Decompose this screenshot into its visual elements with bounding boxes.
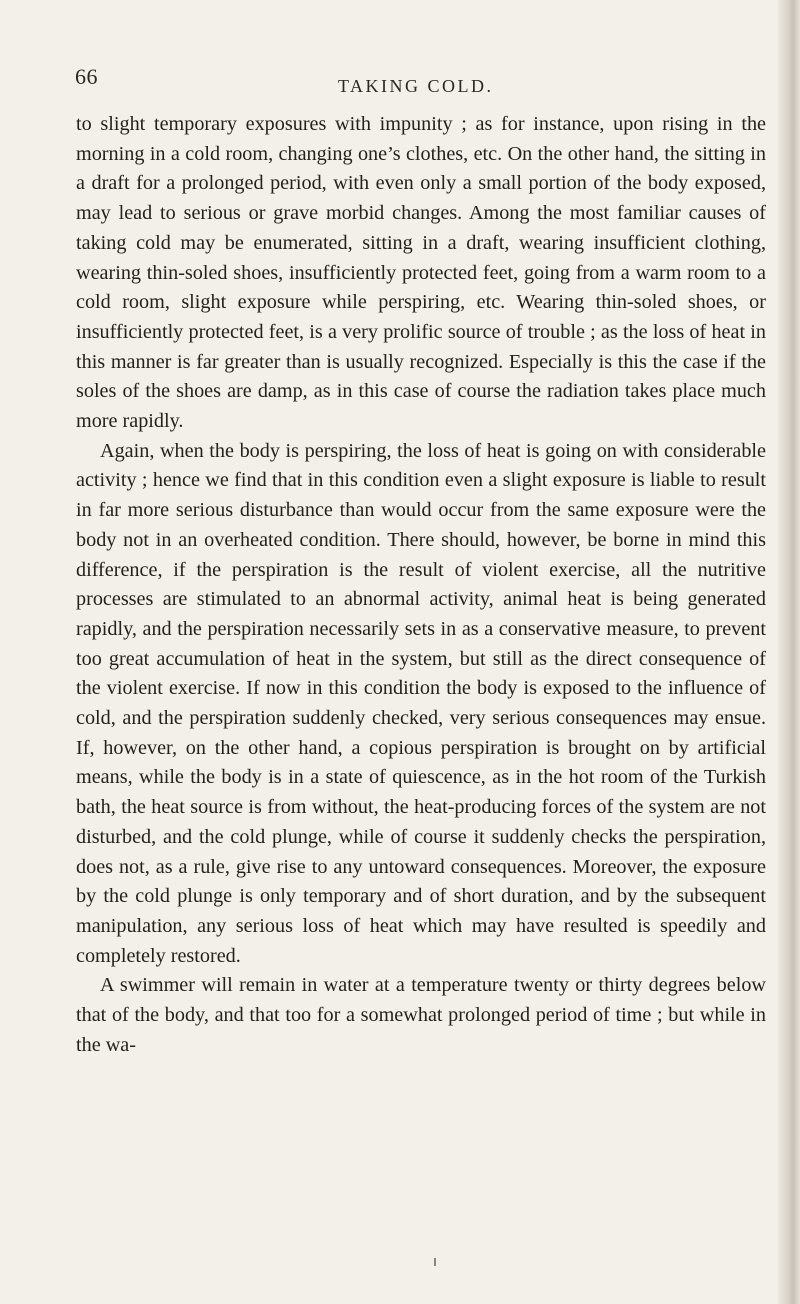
paragraph: Again, when the body is perspiring, the loss of heat is going on with considerable activity ; hence we find that in this condition even a slight exposure is liable to result in far more serious disturbance than would occur from the same exposure were the body not in an overheated condition. There should, however, be borne in mind this difference, if the perspiration is the result of violent exercise, all the nutritive processes are stimulated to an abnormal activity, animal heat is being generated rapidly, and the perspiration necessarily sets in as a conservative measure, to prevent too great accumulation of heat in the system, but still as the direct consequence of the violent exercise. If now in this condition the body is exposed to the influence of cold, and the perspiration suddenly checked, very serious consequences may ensue. If, however, on the other hand, a copious perspiration is brought on by artificial means, while the body is in a state of quiescence, as in the hot room of the Turkish bath, the heat source is from without, the heat-producing forces of the system are not disturbed, and the cold plunge, while of course it suddenly checks the perspiration, does not, as a rule, give rise to any untoward consequences. Moreover, the exposure by the cold plunge is only temporary and of short duration, and by the subsequent manipulation, any serious loss of heat which may have resulted is speedily and completely restored. — [76, 439, 766, 967]
paragraph: to slight temporary exposures with impunity ; as for instance, upon rising in the morning in a cold room, changing one’s clothes, etc. On the other hand, the sitting in a draft for a prolonged period, with even only a small portion of the body exposed, may lead to serious or grave morbid changes. Among the most familiar causes of taking cold may be enumerated, sitting in a draft, wearing insufficient clothing, wearing thin-soled shoes, insufficiently protected feet, going from a warm room to a cold room, slight exposure while perspiring, etc. Wearing thin-soled shoes, or insufficiently protected feet, is a very prolific source of trouble ; as the loss of heat in this manner is far greater than is usually recognized. Especially is this the case if the soles of the shoes are damp, as in this case of course the radiation takes place much more rapidly. — [76, 113, 766, 433]
paragraph: A swimmer will remain in water at a temperature twenty or thirty degrees below that of the body, and that too for a somewhat prolonged period of time ; but while in the wa- — [76, 974, 766, 1056]
page-spine-shadow — [778, 0, 800, 1304]
running-head: TAKING COLD. — [338, 76, 494, 96]
body-text — [76, 110, 766, 1061]
print-speck — [434, 1258, 436, 1266]
page-header — [0, 64, 800, 104]
page-number: 66 — [75, 64, 98, 89]
